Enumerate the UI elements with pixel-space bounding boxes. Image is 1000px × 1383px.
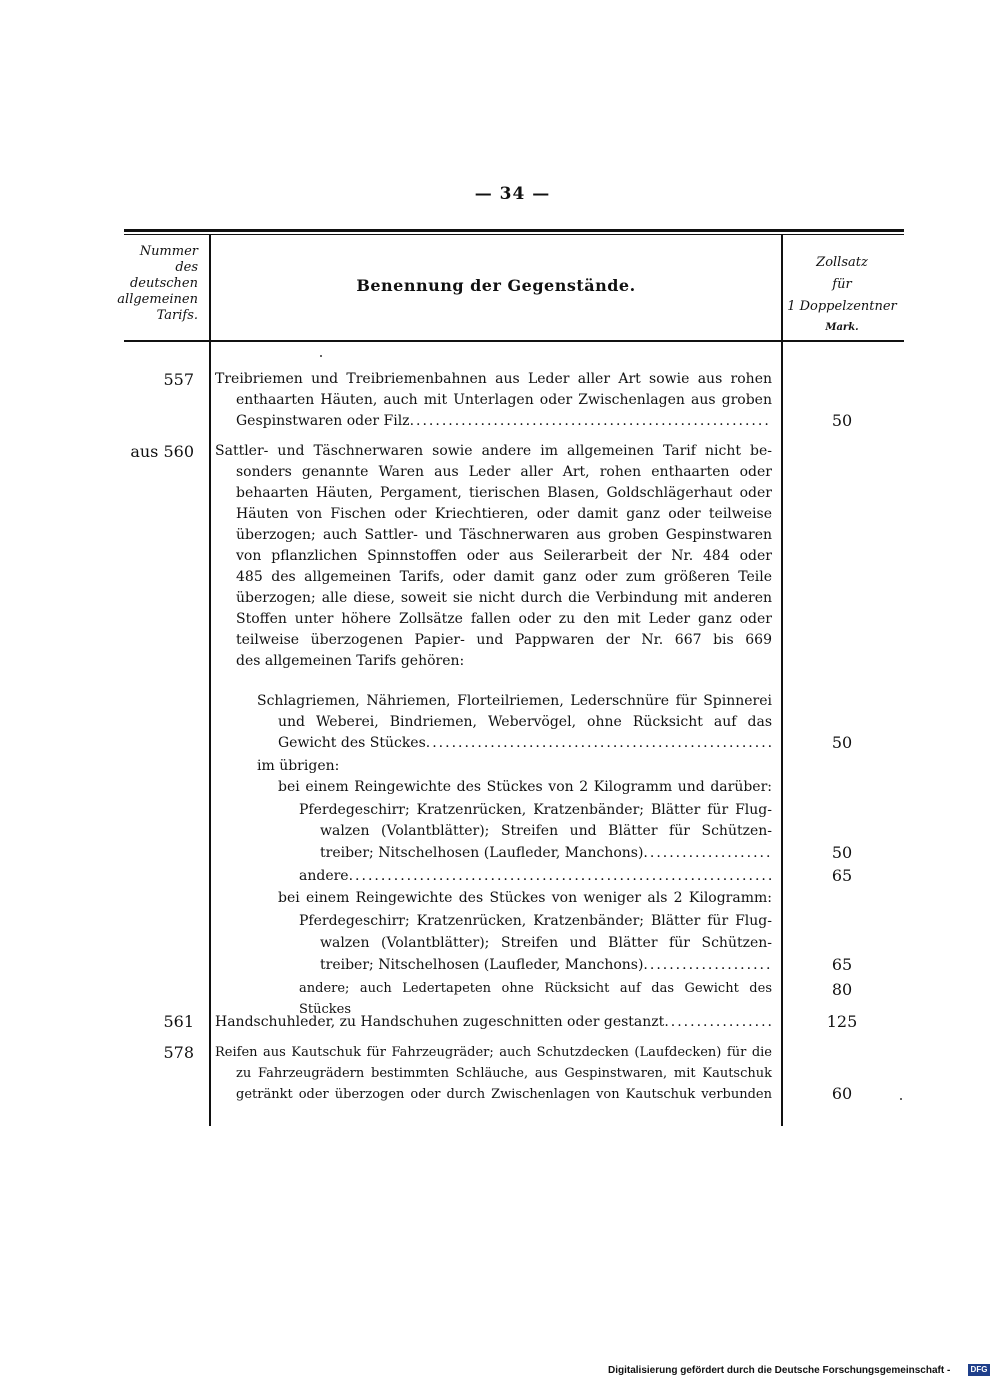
entry-rate: 50	[831, 411, 853, 430]
entry-text-line: Treibriemen und Treibriemenbahnen aus Leder aller Art sowie aus rohen	[215, 371, 772, 387]
entry-number: 557	[163, 370, 194, 389]
entry-text-line: sonders genannte Waren aus Leder aller Art, rohen enthaarten oder	[236, 464, 772, 480]
column-divider-left	[209, 235, 211, 1126]
entry-text-line: teilweise überzogenen Papier- und Pappwaren der Nr. 667 bis 669	[236, 632, 772, 648]
entry-text-line: enthaarten Häuten, auch mit Unterlagen oder Zwischenlagen aus groben	[236, 392, 772, 408]
header-number-line: Tarifs.	[156, 308, 198, 323]
entry-text-line: Häuten von Fischen oder Kriechtieren, oder damit ganz oder teilweise	[236, 506, 772, 522]
entry-rate: 60	[831, 1084, 853, 1103]
subentry-text-line: andere; auch Ledertapeten ohne Rücksicht auf das Gewicht des Stückes	[299, 981, 772, 1017]
entry-text-line: Stoffen unter höhere Zollsätze fallen oder zu den mit Leder ganz oder	[236, 611, 772, 627]
entry-text-line: des allgemeinen Tarifs gehören:	[236, 653, 465, 669]
subentry-rate: 50	[831, 733, 853, 752]
subentry-rate: 80	[831, 980, 853, 999]
subentry-text-line: Pferdegeschirr; Kratzenrücken, Kratzenbänder; Blätter für Flug-	[299, 913, 772, 929]
entry-text-line: zu Fahrzeugrädern bestimmten Schläuche, aus Gespinstwaren, mit Kautschuk	[236, 1066, 772, 1081]
subentry-text-line: andere .....	[299, 866, 772, 887]
header-number-line: deutschen	[129, 276, 198, 291]
table-top-rule-thick	[124, 229, 904, 232]
entry-number: aus 560	[130, 442, 194, 461]
ink-speck	[320, 355, 322, 357]
subentry-rate: 50	[831, 843, 853, 862]
table-top-rule-thin	[124, 234, 904, 235]
subentry-heading: im übrigen:	[257, 758, 340, 774]
header-number-line: allgemeinen	[117, 292, 198, 307]
subentry-text-line: walzen (Volantblätter); Streifen und Blätter für Schützen-	[320, 823, 772, 839]
entry-number: 561	[163, 1012, 194, 1031]
entry-text-line: von pflanzlichen Spinnstoffen oder aus Seilerarbeit der Nr. 484 oder	[236, 548, 772, 564]
entry-text-line: Reifen aus Kautschuk für Fahrzeugräder; auch Schutzdecken (Laufdecken) für die	[215, 1045, 772, 1060]
subentry-heading: bei einem Reingewichte des Stückes von weniger als 2 Kilogramm:	[278, 890, 772, 906]
footer-credit: Digitalisierung gefördert durch die Deutsche Forschungsgemeinschaft -	[608, 1365, 951, 1376]
entry-text-line: 485 des allgemeinen Tarifs, oder damit ganz oder zum größeren Teile	[236, 569, 772, 585]
subentry-text-line: Schlagriemen, Nähriemen, Florteilriemen, Lederschnüre für Spinnerei	[257, 693, 772, 709]
subentry-text-line: und Weberei, Bindriemen, Webervögel, ohne Rücksicht auf das	[278, 714, 772, 730]
subentry-text-line: Pferdegeschirr; Kratzenrücken, Kratzenbänder; Blätter für Flug-	[299, 802, 772, 818]
entry-text-line: Handschuhleder, zu Handschuhen zugeschnitten oder gestanzt .....	[215, 1012, 772, 1033]
header-rate-line: für	[832, 277, 852, 292]
entry-rate: 125	[826, 1012, 858, 1031]
subentry-text-line: treiber; Nitschelhosen (Laufleder, Manchons) .....	[320, 843, 772, 864]
subentry-text-line: walzen (Volantblätter); Streifen und Blätter für Schützen-	[320, 935, 772, 951]
header-rate-line: 1 Doppelzentner	[787, 299, 897, 314]
subentry-text-line: Gewicht des Stückes .....	[278, 733, 772, 754]
table-header-rule	[124, 340, 904, 342]
page-number: — 34 —	[474, 184, 551, 204]
header-rate-column	[784, 252, 900, 318]
entry-text-line: überzogen; alle diese, soweit sie nicht durch die Verbindung mit anderen	[236, 590, 772, 606]
entry-number: 578	[163, 1043, 194, 1062]
entry-text-line: Gespinstwaren oder Filz .....	[236, 411, 772, 432]
header-number-line: Nummer	[139, 244, 198, 259]
entry-text-line: behaarten Häuten, Pergament, tierischen Blasen, Goldschlägerhaut oder	[236, 485, 772, 501]
dfg-logo: DFG	[968, 1364, 990, 1376]
header-number-column	[110, 244, 198, 324]
subentry-heading: bei einem Reingewichte des Stückes von 2 Kilogramm und darüber:	[278, 779, 772, 795]
subentry-rate: 65	[831, 866, 853, 885]
column-divider-right	[781, 235, 783, 1126]
subentry-rate: 65	[831, 955, 853, 974]
entry-text-line: überzogen; auch Sattler- und Täschnerwaren aus groben Gespinstwaren	[236, 527, 772, 543]
subentry-text-line: treiber; Nitschelhosen (Laufleder, Manchons) .....	[320, 955, 772, 976]
header-title: Benennung der Gegenstände.	[356, 276, 636, 295]
header-rate-line: Zollsatz	[816, 255, 868, 270]
entry-text-line: getränkt oder überzogen oder durch Zwischenlagen von Kautschuk verbunden	[236, 1087, 772, 1102]
ink-speck	[900, 1098, 902, 1100]
header-number-line: des	[175, 260, 198, 275]
entry-text-line: Sattler- und Täschnerwaren sowie andere im allgemeinen Tarif nicht be-	[215, 443, 772, 459]
header-unit: Mark.	[825, 322, 859, 333]
